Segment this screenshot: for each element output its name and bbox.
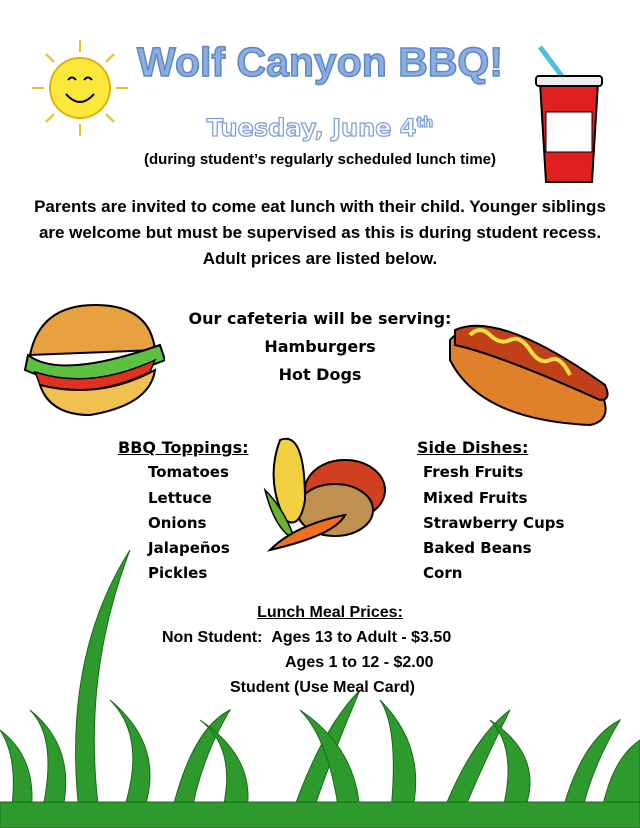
price-adult: Ages 13 to Adult - $3.50 (271, 629, 452, 646)
topping-item: Lettuce (148, 488, 212, 507)
subtitle: (during student’s regularly scheduled lunch time) (144, 151, 496, 168)
event-title: Wolf Canyon BBQ! (137, 39, 503, 85)
topping-item: Pickles (148, 564, 208, 583)
toppings-heading: BBQ Toppings: (118, 438, 249, 457)
event-date (160, 108, 480, 143)
event-date-suffix: th (416, 115, 434, 131)
side-item: Corn (423, 564, 463, 583)
intro-paragraph: Parents are invited to come eat lunch with their child. Younger siblings are welcome but must be supervised as this is during student recess. Adult prices are listed below. (34, 197, 606, 268)
serving-heading: Our cafeteria will be serving: (188, 309, 452, 328)
hotdog-icon (440, 300, 620, 435)
price-child: Ages 1 to 12 - $2.00 (285, 654, 434, 671)
topping-item: Jalapeños (148, 539, 230, 558)
side-item: Baked Beans (423, 539, 532, 558)
sides-heading: Side Dishes: (417, 438, 529, 457)
side-item: Mixed Fruits (423, 488, 528, 507)
topping-item: Onions (148, 513, 207, 532)
price-student: Student (Use Meal Card) (230, 679, 415, 696)
prices-section (120, 600, 540, 700)
event-date-text: Tuesday, June 4 (206, 114, 417, 142)
side-item: Strawberry Cups (423, 513, 565, 532)
prices-heading: Lunch Meal Prices: (257, 604, 403, 621)
side-item: Fresh Fruits (423, 463, 524, 482)
serving-item: Hamburgers (264, 337, 376, 356)
non-student-label: Non Student: (162, 629, 263, 646)
topping-item: Tomatoes (148, 463, 229, 482)
serving-item: Hot Dogs (278, 365, 362, 384)
